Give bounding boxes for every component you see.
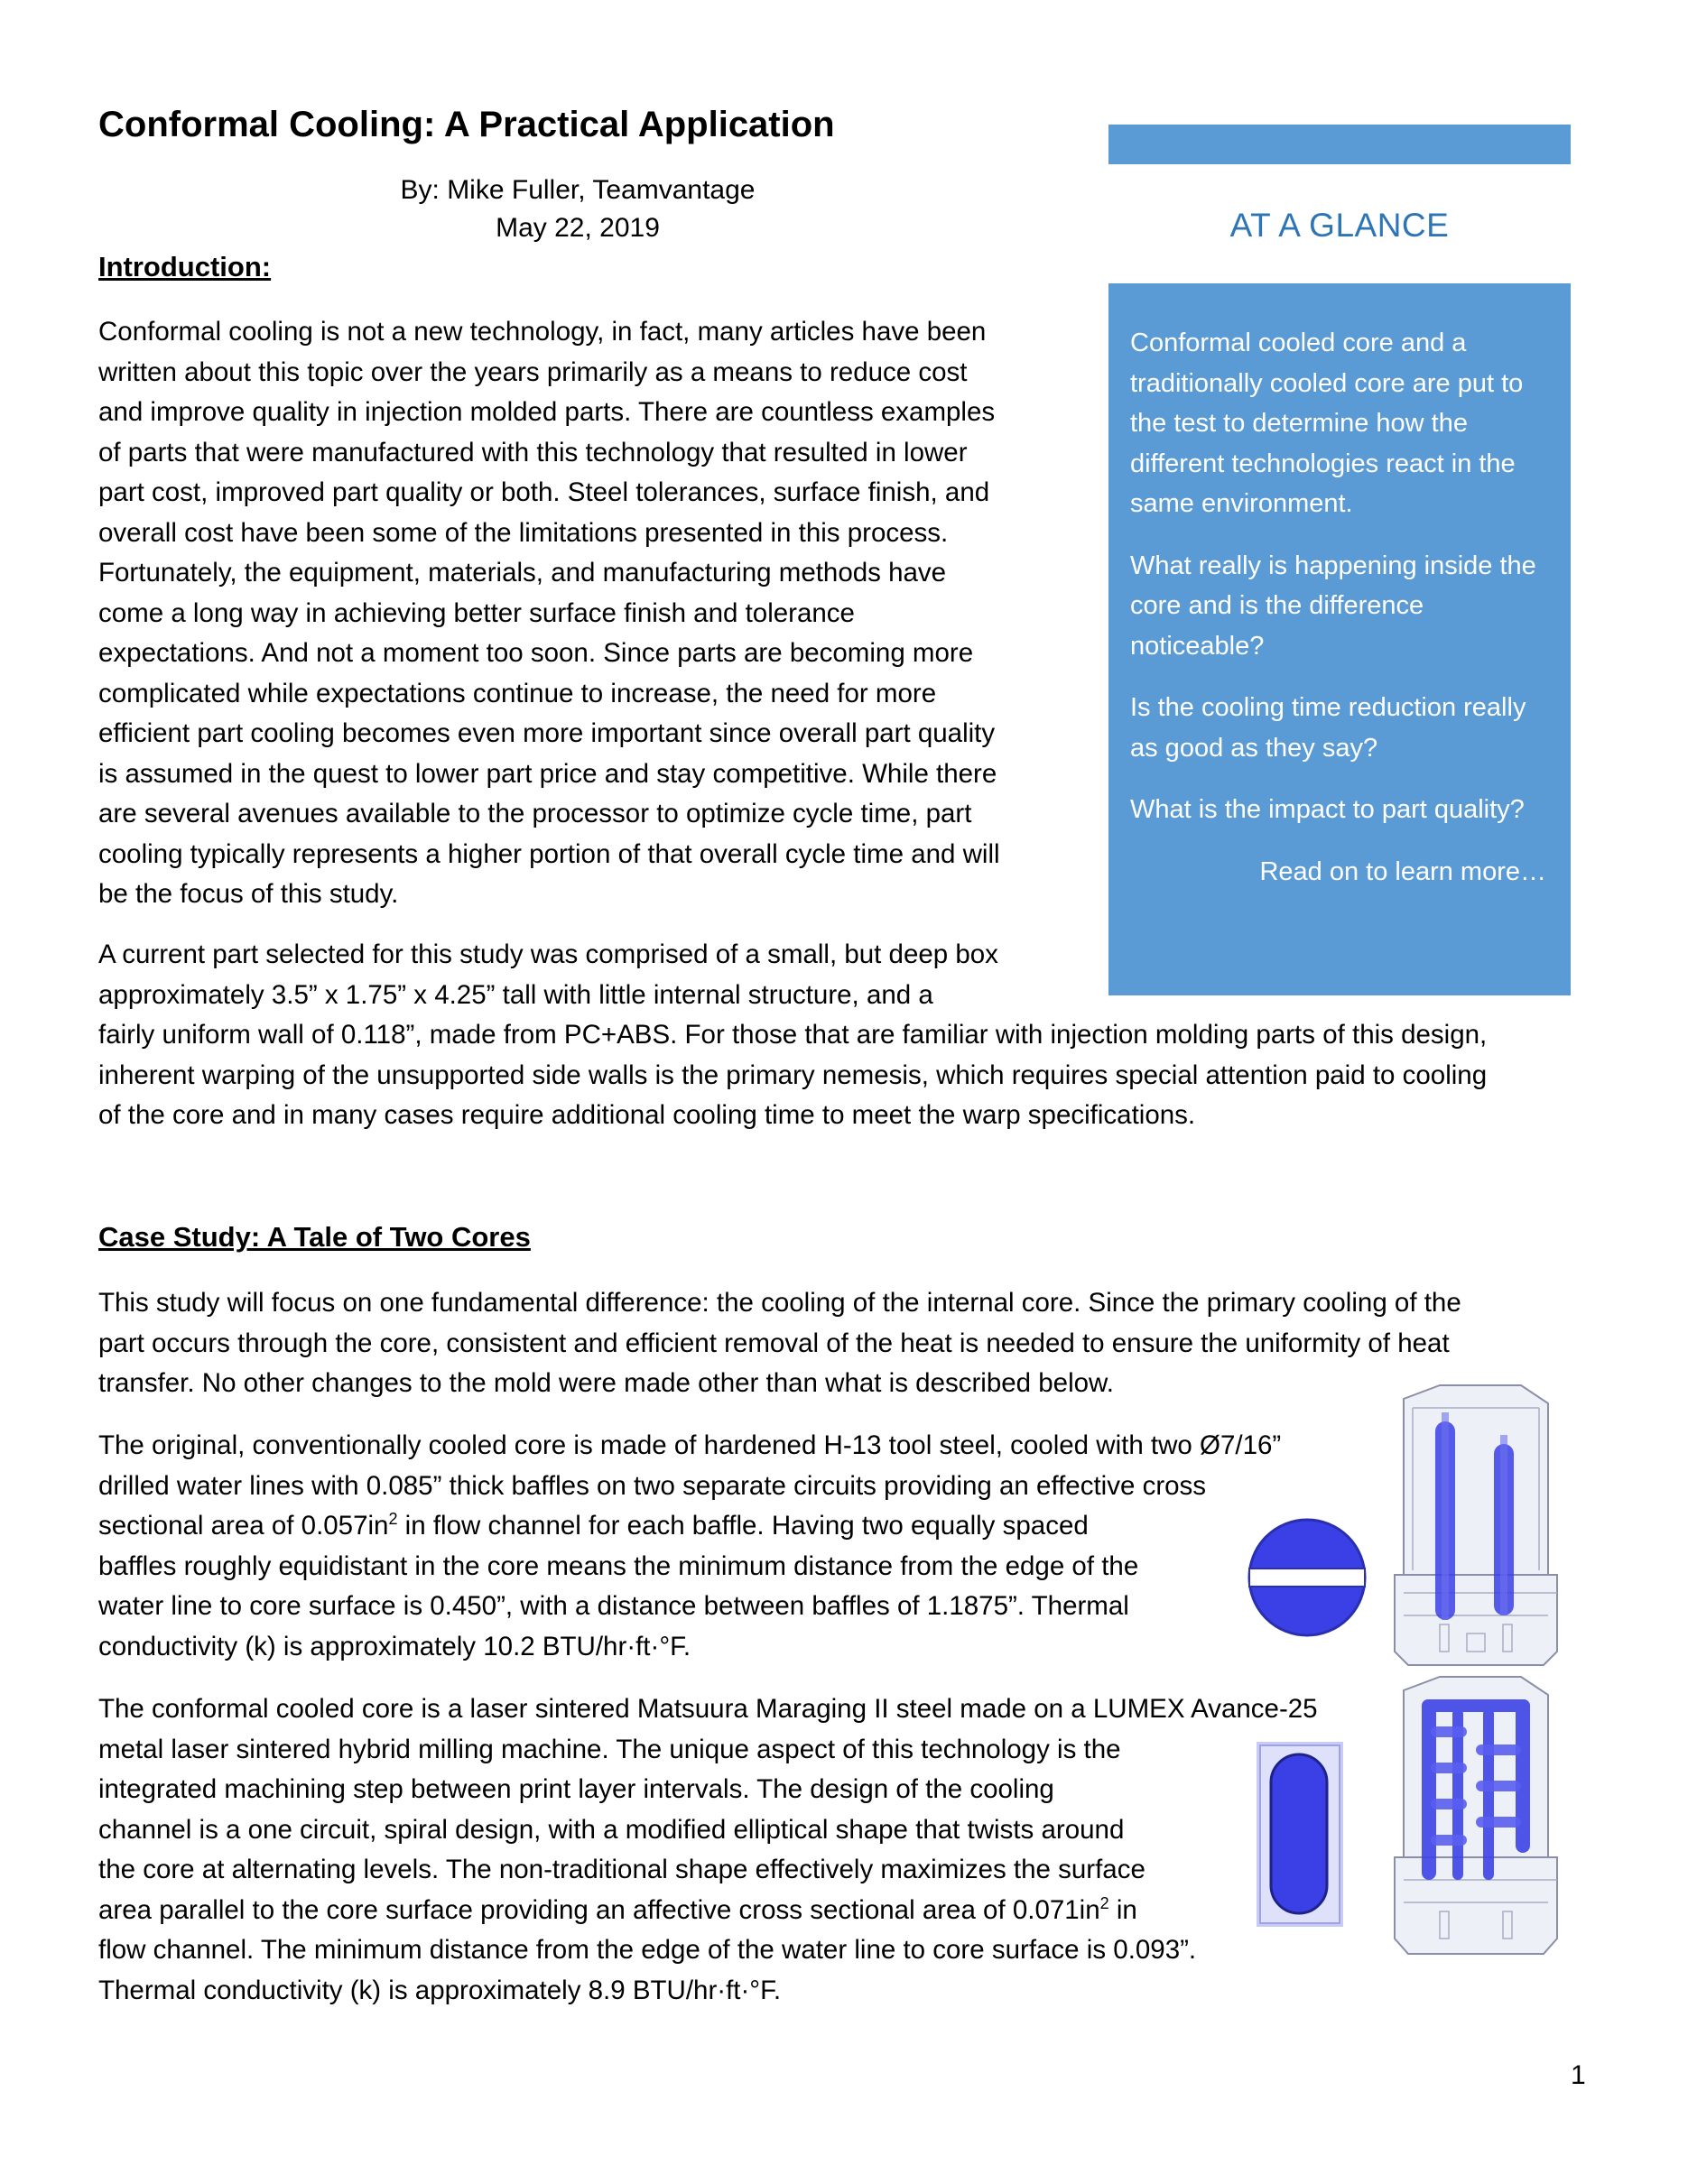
text-line: part cost, improved part quality or both. Steel tolerances, surface finish, and bbox=[98, 477, 990, 507]
document-title: Conformal Cooling: A Practical Application bbox=[98, 105, 835, 144]
text-line: cooling typically represents a higher portion of that overall cycle time and will bbox=[98, 838, 1000, 869]
date-line: May 22, 2019 bbox=[496, 213, 660, 243]
sidebar-paragraph: What is the impact to part quality? bbox=[1130, 795, 1525, 824]
text-line: integrated machining step between print layer intervals. The design of the cooling bbox=[98, 1774, 1054, 1804]
text-line bbox=[98, 1891, 1318, 1931]
text-line: conductivity (k) is approximately 10.2 BTU/hr·ft·°F. bbox=[98, 1631, 691, 1661]
text-line: the core at alternating levels. The non-traditional shape effectively maximizes the surface bbox=[98, 1855, 1145, 1884]
sidebar-paragraph: Is the cooling time reduction really as good as they say? bbox=[1130, 693, 1526, 763]
sidebar-paragraph: Conformal cooled core and a traditionally cooled core are put to the test to determine how the different technologies react in the same environment. bbox=[1130, 329, 1524, 518]
case-study-paragraph-2 bbox=[98, 1426, 1281, 1667]
sidebar-read-more: Read on to learn more… bbox=[1259, 856, 1546, 886]
text-run: in bbox=[1108, 1894, 1137, 1925]
text-line: is assumed in the quest to lower part price and stay competitive. While there bbox=[98, 758, 997, 789]
text-line: and improve quality in injection molded parts. There are countless examples bbox=[98, 397, 996, 427]
byline bbox=[298, 171, 858, 247]
text-line: Fortunately, the equipment, materials, and manufacturing methods have bbox=[98, 558, 947, 588]
conformal-core-figure bbox=[1386, 1672, 1566, 1961]
text-line: Conformal cooling is not a new technology, in fact, many articles have been bbox=[98, 317, 987, 347]
sidebar-top-bar bbox=[1108, 125, 1571, 164]
text-line: overall cost have been some of the limitations presented in this process. bbox=[98, 517, 949, 548]
baffle-cross-section-figure bbox=[1244, 1514, 1370, 1641]
text-line: The conformal cooled core is a laser sintered Matsuura Maraging II steel made on a LUMEX Avance-25 bbox=[98, 1694, 1318, 1724]
text-line: of parts that were manufactured with this technology that resulted in lower bbox=[98, 437, 968, 467]
text-run: in flow channel for each baffle. Having two equally spaced bbox=[397, 1511, 1089, 1541]
text-line: efficient part cooling becomes even more important since overall part quality bbox=[98, 718, 996, 748]
text-line: water line to core surface is 0.450”, with a distance between baffles of 1.1875”. Thermal bbox=[98, 1591, 1129, 1621]
author-line: By: Mike Fuller, Teamvantage bbox=[400, 175, 756, 205]
text-line bbox=[98, 1506, 1281, 1547]
text-line: part occurs through the core, consistent and efficient removal of the heat is needed to ensure the uniformity of heat bbox=[98, 1328, 1450, 1358]
case-study-heading: Case Study: A Tale of Two Cores bbox=[98, 1221, 531, 1253]
text-run: area parallel to the core surface providing an affective cross sectional area of 0.071in bbox=[98, 1894, 1100, 1925]
text-run: sectional area of 0.057in bbox=[98, 1511, 389, 1541]
text-line: transfer. No other changes to the mold were made other than what is described below. bbox=[98, 1368, 1114, 1398]
sidebar-paragraph: What really is happening inside the core and is the difference noticeable? bbox=[1130, 551, 1536, 661]
conformal-channel-cross-section-figure bbox=[1257, 1742, 1343, 1927]
text-line: inherent warping of the unsupported side walls is the primary nemesis, which requires special attention paid to cooling bbox=[98, 1060, 1488, 1090]
case-study-paragraph-3 bbox=[98, 1689, 1318, 2011]
text-line: This study will focus on one fundamental difference: the cooling of the internal core. Since the primary cooling of the bbox=[98, 1288, 1461, 1318]
sidebar-box bbox=[1108, 283, 1571, 995]
text-line: drilled water lines with 0.085” thick baffles on two separate circuits providing an effective cross bbox=[98, 1470, 1207, 1501]
conventional-core-figure bbox=[1386, 1381, 1566, 1670]
text-line: fairly uniform wall of 0.118”, made from PC+ABS. For those that are familiar with injection molding parts of this design, bbox=[98, 1020, 1488, 1050]
introduction-paragraph-2 bbox=[98, 935, 1487, 1136]
superscript: 2 bbox=[388, 1510, 398, 1529]
text-line: of the core and in many cases require additional cooling time to meet the warp specifications. bbox=[98, 1100, 1196, 1130]
text-line: are several avenues available to the processor to optimize cycle time, part bbox=[98, 799, 972, 828]
introduction-paragraph-1 bbox=[98, 312, 1000, 915]
text-line: channel is a one circuit, spiral design, with a modified elliptical shape that twists around bbox=[98, 1814, 1125, 1845]
text-line: expectations. And not a moment too soon. Since parts are becoming more bbox=[98, 638, 974, 668]
text-line: flow channel. The minimum distance from the edge of the water line to core surface is 0.093”. bbox=[98, 1935, 1197, 1965]
text-line: Thermal conductivity (k) is approximately 8.9 BTU/hr·ft·°F. bbox=[98, 1975, 782, 2005]
text-line: written about this topic over the years primarily as a means to reduce cost bbox=[98, 356, 968, 387]
sidebar-title: AT A GLANCE bbox=[1229, 207, 1450, 244]
page-number: 1 bbox=[1571, 2060, 1586, 2090]
text-line: approximately 3.5” x 1.75” x 4.25” tall with little internal structure, and a bbox=[98, 979, 933, 1010]
case-study-paragraph-1 bbox=[98, 1283, 1461, 1404]
introduction-heading: Introduction: bbox=[98, 251, 272, 282]
text-line: A current part selected for this study was comprised of a small, but deep box bbox=[98, 939, 998, 969]
superscript: 2 bbox=[1099, 1893, 1109, 1912]
text-line: metal laser sintered hybrid milling machine. The unique aspect of this technology is the bbox=[98, 1734, 1121, 1764]
text-line: be the focus of this study. bbox=[98, 879, 399, 909]
text-line: complicated while expectations continue to increase, the need for more bbox=[98, 678, 937, 708]
text-line: come a long way in achieving better surface finish and tolerance bbox=[98, 597, 855, 628]
text-line: The original, conventionally cooled core is made of hardened H-13 tool steel, cooled with two Ø7/16” bbox=[98, 1430, 1282, 1460]
text-line: baffles roughly equidistant in the core means the minimum distance from the edge of the bbox=[98, 1550, 1139, 1581]
